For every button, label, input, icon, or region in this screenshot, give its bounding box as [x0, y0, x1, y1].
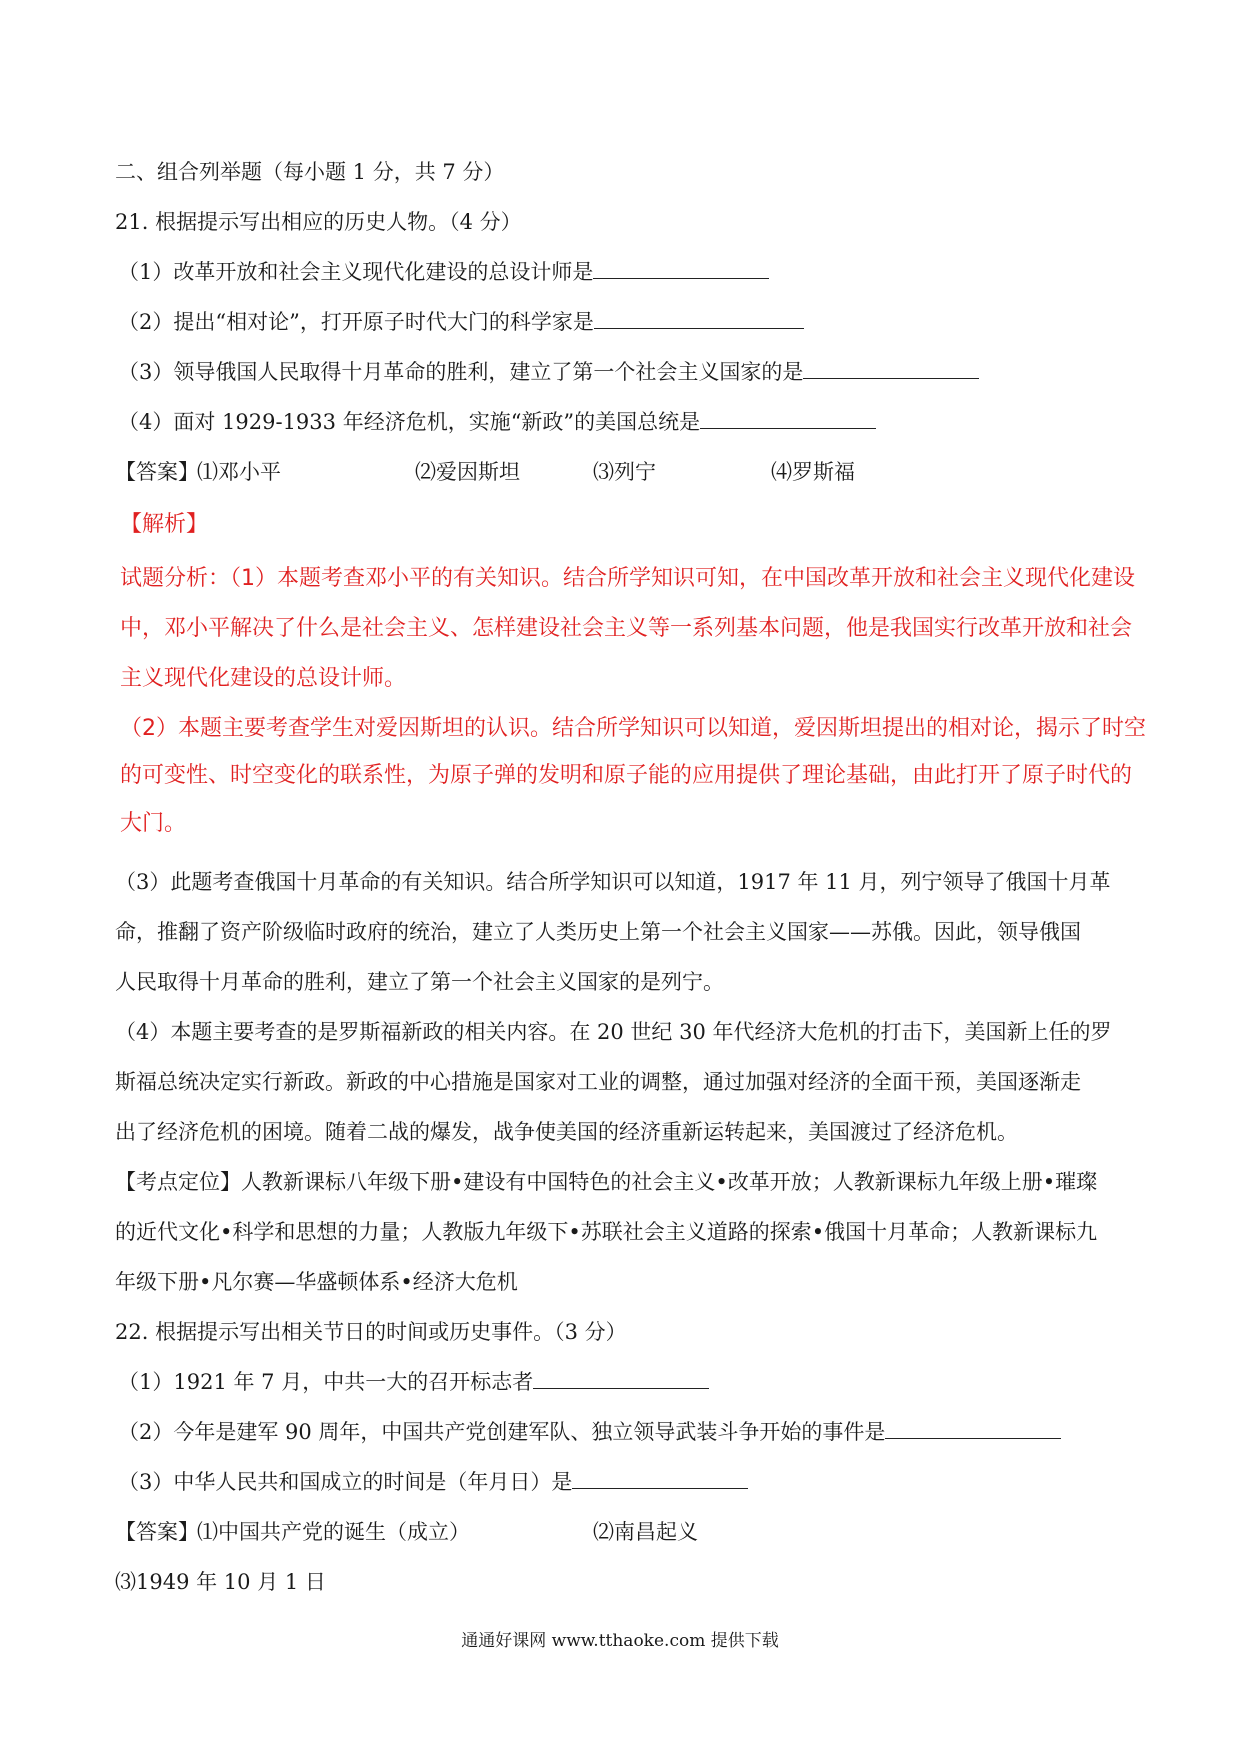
analysis-label: 【解析】 — [120, 512, 209, 537]
answer-1: ⑴邓小平 — [197, 460, 281, 484]
item-text: （4）面对 1929-1933 年经济危机，实施“新政”的美国总统是 — [118, 410, 701, 434]
question-21-item-4 — [118, 408, 876, 436]
kaodian-line: 【考点定位】人教新课标八年级下册•建设有中国特色的社会主义•改革开放；人教新课标九年级上册•璀璨 — [115, 1170, 1098, 1194]
analysis-red-line: 中，邓小平解决了什么是社会主义、怎样建设社会主义等一系列基本问题，他是我国实行改革开放和社会 — [120, 616, 1133, 641]
analysis-red-line: 大门。 — [120, 811, 187, 836]
analysis-line: （4）本题主要考查的是罗斯福新政的相关内容。在 20 世纪 30 年代经济大危机的打击下，美国新上任的罗 — [115, 1020, 1112, 1044]
question-21-stem: 21. 根据提示写出相应的历史人物。（4 分） — [115, 210, 522, 234]
answer-blank — [533, 1368, 709, 1389]
answer-blank — [594, 308, 804, 329]
question-21-item-3 — [118, 358, 979, 386]
answer-1: ⑴中国共产党的诞生（成立） — [197, 1520, 470, 1544]
answer-blank — [593, 258, 769, 279]
analysis-red-line: （2）本题主要考查学生对爱因斯坦的认识。结合所学知识可以知道，爱因斯坦提出的相对论，揭示了时空 — [120, 716, 1147, 741]
page-footer: 通通好课网 www.tthaoke.com 提供下载 — [461, 1631, 779, 1651]
answer-blank — [885, 1418, 1061, 1439]
section-title: 二、组合列举题（每小题 1 分，共 7 分） — [115, 160, 505, 184]
question-21-item-1 — [118, 258, 769, 286]
answer-blank — [572, 1468, 748, 1489]
answer-label: 【答案】 — [115, 1520, 199, 1544]
answer-3: ⑶列宁 — [593, 460, 656, 484]
question-21-item-2 — [118, 308, 804, 336]
question-22-item-2 — [118, 1418, 1061, 1446]
answer-blank — [700, 408, 876, 429]
question-22-answer-3: ⑶1949 年 10 月 1 日 — [115, 1570, 326, 1594]
item-text: （2）提出“相对论”，打开原子时代大门的科学家是 — [118, 310, 594, 334]
answer-2: ⑵爱因斯坦 — [415, 460, 520, 484]
analysis-line: 出了经济危机的困境。随着二战的爆发，战争使美国的经济重新运转起来，美国渡过了经济危机。 — [115, 1120, 1018, 1144]
question-22-item-3 — [118, 1468, 748, 1496]
answer-2: ⑵南昌起义 — [593, 1520, 698, 1544]
analysis-red-line: 试题分析：（1）本题考查邓小平的有关知识。结合所学知识可知，在中国改革开放和社会主义现代化建设 — [120, 566, 1136, 591]
kaodian-line: 的近代文化•科学和思想的力量；人教版九年级下•苏联社会主义道路的探索•俄国十月革命；人教新课标九 — [115, 1220, 1098, 1244]
kaodian-line: 年级下册•凡尔赛—华盛顿体系•经济大危机 — [115, 1270, 518, 1294]
analysis-red-line: 的可变性、时空变化的联系性，为原子弹的发明和原子能的应用提供了理论基础，由此打开了原子时代的 — [120, 763, 1133, 788]
question-22-item-1 — [118, 1368, 709, 1396]
analysis-line: 人民取得十月革命的胜利，建立了第一个社会主义国家的是列宁。 — [115, 970, 724, 994]
question-22-answers — [115, 1518, 1115, 1546]
answer-4: ⑷罗斯福 — [771, 460, 855, 484]
analysis-line: 命，推翻了资产阶级临时政府的统治，建立了人类历史上第一个社会主义国家——苏俄。因此，领导俄国 — [115, 920, 1081, 944]
item-text: （3）中华人民共和国成立的时间是（年月日）是 — [118, 1470, 573, 1494]
item-text: （1）1921 年 7 月，中共一大的召开标志者 — [118, 1370, 534, 1394]
analysis-line: （3）此题考查俄国十月革命的有关知识。结合所学知识可以知道，1917 年 11 月，列宁领导了俄国十月革 — [115, 870, 1111, 894]
analysis-red-line: 主义现代化建设的总设计师。 — [120, 666, 407, 691]
answer-blank — [803, 358, 979, 379]
analysis-line: 斯福总统决定实行新政。新政的中心措施是国家对工业的调整，通过加强对经济的全面干预，美国逐渐走 — [115, 1070, 1081, 1094]
item-text: （3）领导俄国人民取得十月革命的胜利，建立了第一个社会主义国家的是 — [118, 360, 804, 384]
item-text: （2）今年是建军 90 周年，中国共产党创建军队、独立领导武装斗争开始的事件是 — [118, 1420, 886, 1444]
question-22-stem: 22. 根据提示写出相关节日的时间或历史事件。（3 分） — [115, 1320, 627, 1344]
answer-label: 【答案】 — [115, 460, 199, 484]
question-21-answers — [115, 458, 1115, 486]
item-text: （1）改革开放和社会主义现代化建设的总设计师是 — [118, 260, 594, 284]
